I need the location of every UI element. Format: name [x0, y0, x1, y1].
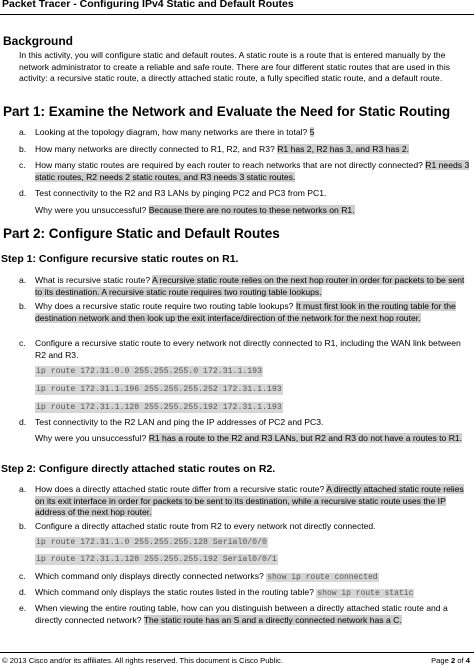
question-text: How does a directly attached static route differ from a recursive static route?: [35, 484, 325, 494]
question-text: How many static routes are required by each router to reach networks that are not directly connected?: [35, 160, 423, 170]
item-label: c.: [19, 160, 26, 170]
question-text: Which command only displays the static routes listed in the routing table?: [35, 587, 314, 597]
answer-text: R1 has a route to the R2 and R3 LANs, but R2 and R3 do not have a routes to R1.: [148, 433, 463, 443]
answer-text: R1 needs 3 static routes, R2 needs 2 static routes, and R3 needs 3 static routes.: [35, 160, 470, 182]
answer-text: The static route has an S and a directly connected network has a C.: [143, 614, 402, 625]
part2-heading: Part 2: Configure Static and Default Routes: [3, 226, 280, 241]
step1-item-a: [19, 275, 471, 298]
answer-text: 5: [309, 127, 315, 137]
question-text: When viewing the entire routing table, how can you distinguish between a directly attached static route and a directly connected network?: [35, 603, 448, 625]
page-prefix: Page: [431, 656, 451, 665]
question-text: Configure a directly attached static route from R2 to every network not directly connected.: [35, 521, 376, 531]
command-line: ip route 172.31.1.0 255.255.255.128 Serial0/0/0: [36, 538, 267, 547]
page-separator: of: [455, 656, 466, 665]
part1-item-d-followup: [35, 205, 471, 217]
answer-command: show ip route connected: [267, 573, 378, 582]
page-number: [431, 656, 470, 665]
question-text: Why were you unsuccessful?: [35, 433, 147, 443]
answer-text: A recursive static route relies on the next hop router in order for packets to be sent to its destination. A recursive static route requires two routing table lookups.: [35, 275, 465, 297]
item-label: c.: [19, 338, 26, 348]
item-label: b.: [19, 301, 27, 311]
page-header: [0, 0, 474, 15]
question-text: Looking at the topology diagram, how many networks are there in total?: [35, 127, 308, 137]
command-line: ip route 172.31.1.128 255.255.255.192 172.31.1.193: [36, 403, 282, 412]
item-label: d.: [19, 587, 27, 597]
part1-heading: Part 1: Examine the Network and Evaluate the Need for Static Routing: [3, 104, 451, 119]
answer-text: R1 has 2, R2 has 3, and R3 has 2.: [277, 144, 410, 154]
step1-item-d-followup: [35, 433, 471, 445]
command-line: ip route 172.31.0.0 255.255.255.0 172.31.1.193: [36, 367, 263, 376]
answer-text: A directly attached static route relies on its exit interface in order for packets to be sent to its destination, while a recursive static route uses the IP address of the next hop router.: [35, 484, 464, 518]
step2-item-d: [19, 587, 471, 600]
question-text: Test connectivity to the R2 LAN and ping the IP addresses of PC2 and PC3.: [35, 417, 324, 427]
part1-item-b: [19, 144, 471, 156]
background-heading: Background: [3, 34, 74, 48]
question-text: What is recursive static route?: [35, 275, 151, 285]
item-label: a.: [19, 127, 27, 137]
step1-item-b: [19, 301, 471, 324]
command-line: ip route 172.31.1.128 255.255.255.192 Serial0/0/1: [36, 555, 277, 564]
question-text: How many networks are directly connected to R1, R2, and R3?: [35, 144, 275, 154]
question-text: Why were you unsuccessful?: [35, 205, 147, 215]
step2-item-e: [19, 603, 471, 626]
answer-text: It must first look in the routing table for the destination network and then look up the exit interface/direction of the network for the next hop router.: [35, 301, 456, 323]
part1-item-a: [19, 127, 471, 139]
question-text: Configure a recursive static route to every network not directly connected to R1, including the WAN link between R2 and R3.: [35, 338, 461, 360]
step2-item-c: [19, 571, 471, 584]
part1-item-d: [19, 188, 471, 200]
step1-item-d: [19, 417, 471, 429]
page-total: 4: [465, 656, 470, 665]
item-label: d.: [19, 417, 27, 427]
command-line: ip route 172.31.1.196 255.255.255.252 172.31.1.193: [36, 385, 282, 394]
step1-heading: Step 1: Configure recursive static routes on R1.: [1, 253, 239, 265]
background-text: In this activity, you will configure static and default routes. A static route is a route that is entered manually by the network administrator to create a reliable and safe route. There are four different static routes that are used in this activity: a recursive static route, a directly attached static route, a fully specified static route, and a default route.: [19, 50, 451, 84]
question-text: Why does a recursive static route require two routing table lookups?: [35, 301, 294, 311]
copyright-text: © 2013 Cisco and/or its affiliates. All rights reserved. This document is Cisco Public.: [2, 656, 283, 665]
document-title: Packet Tracer - Configuring IPv4 Static and Default Routes: [2, 0, 294, 10]
part1-item-c: [19, 160, 471, 183]
item-label: a.: [19, 484, 27, 494]
step2-item-b: [19, 521, 471, 533]
item-label: c.: [19, 571, 26, 581]
item-label: e.: [19, 603, 27, 613]
item-label: b.: [19, 144, 27, 154]
question-text: Which command only displays directly connected networks?: [35, 571, 264, 581]
item-label: a.: [19, 275, 27, 285]
step1-item-c: [19, 338, 471, 361]
step2-item-a: [19, 484, 471, 519]
question-text: Test connectivity to the R2 and R3 LANs by pinging PC2 and PC3 from PC1.: [35, 188, 327, 198]
footer-divider: [0, 652, 474, 653]
page-current: 2: [450, 656, 456, 665]
item-label: b.: [19, 521, 27, 531]
answer-text: Because there are no routes to these networks on R1.: [148, 205, 355, 215]
item-label: d.: [19, 188, 27, 198]
step2-heading: Step 2: Configure directly attached static routes on R2.: [1, 463, 276, 475]
answer-command: show ip route static: [317, 589, 414, 598]
